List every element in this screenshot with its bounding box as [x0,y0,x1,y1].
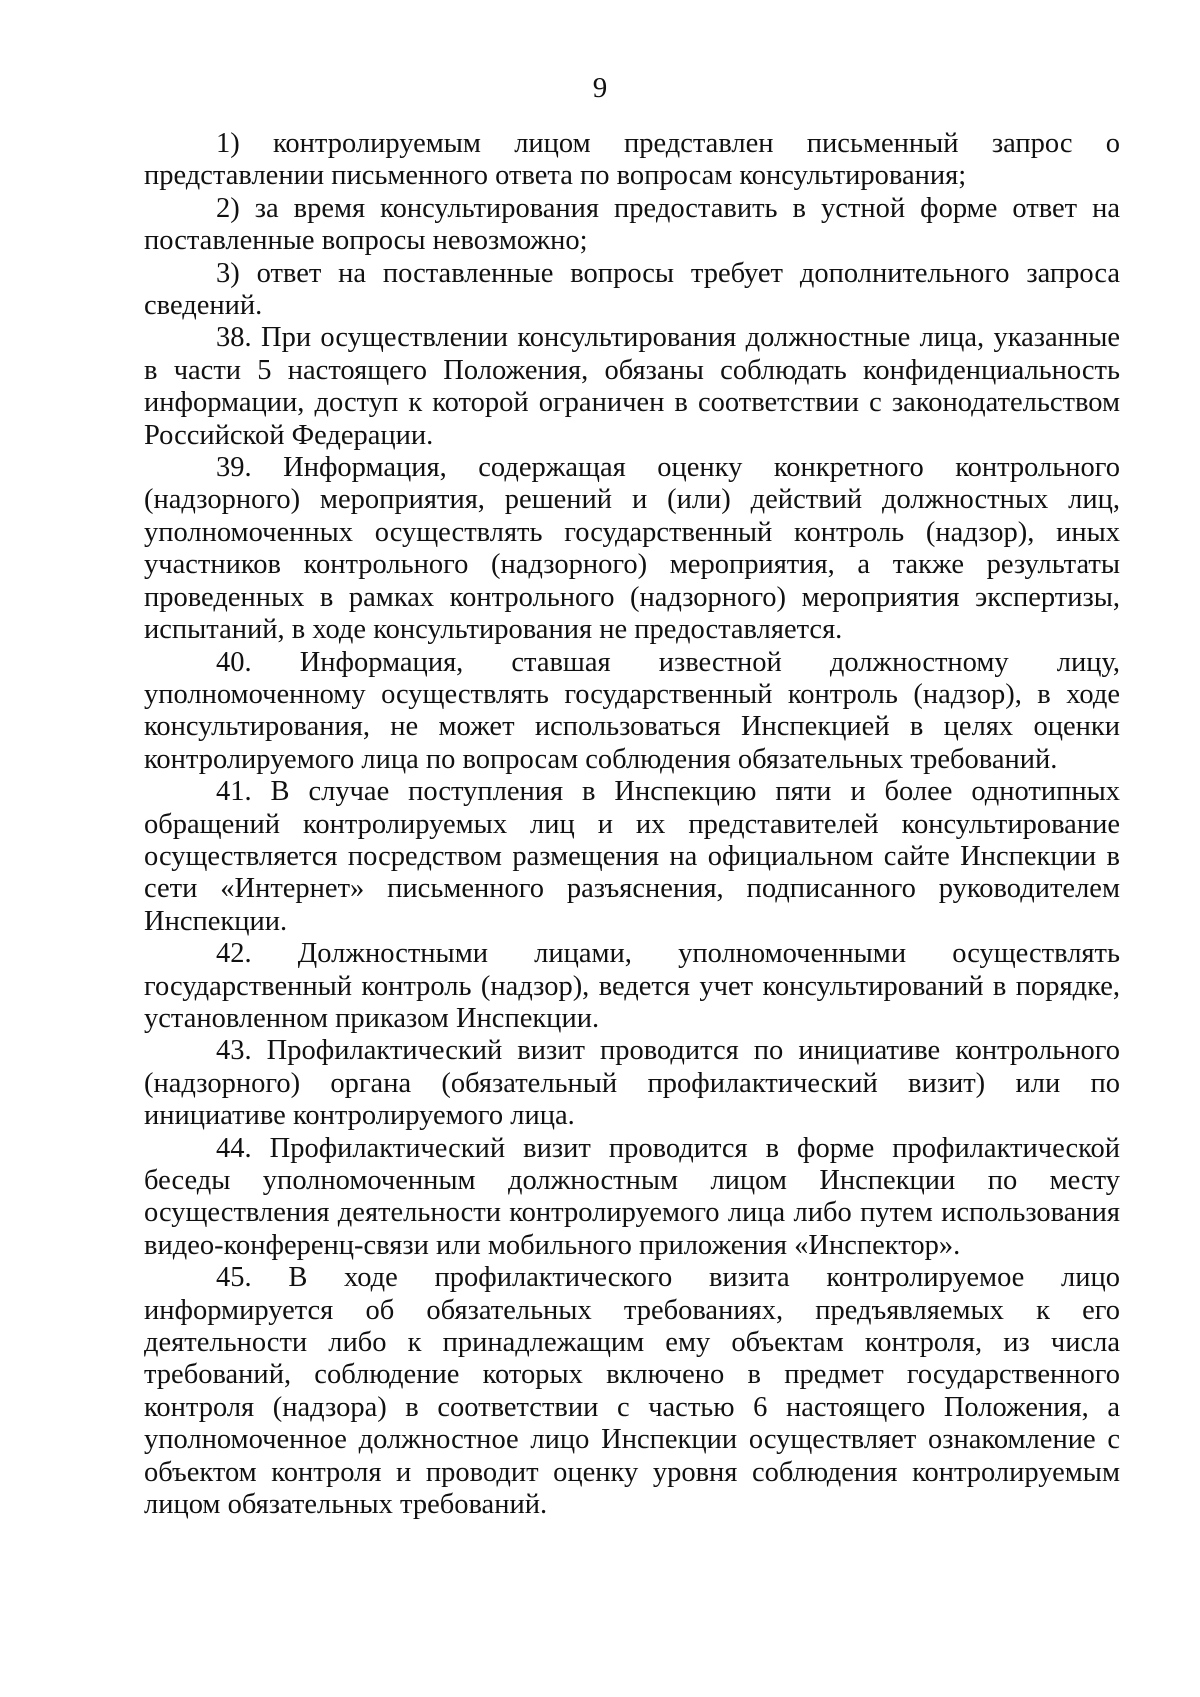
paragraph-45: 45. В ходе профилактического визита контролируемое лицо информируется об обязательных требованиях, предъявляемых к его деятельности либо к принадлежащим ему объектам контроля, из числа требований, соблюдение которых включено в предмет государственного контроля (надзора) в соответствии с частью 6 настоящего Положения, а уполномоченное должностное лицо Инспекции осуществляет ознакомление с объектом контроля и проводит оценку уровня соблюдения контролируемым лицом обязательных требований. [144,1262,1120,1521]
paragraph-43: 43. Профилактический визит проводится по инициативе контрольного (надзорного) органа (обязательный профилактический визит) или по инициативе контролируемого лица. [144,1035,1120,1132]
paragraph-39: 39. Информация, содержащая оценку конкретного контрольного (надзорного) мероприятия, решений и (или) действий должностных лиц, уполномоченных осуществлять государственный контроль (надзор), иных участников контрольного (надзорного) мероприятия, а также результаты проведенных в рамках контрольного (надзорного) мероприятия экспертизы, испытаний, в ходе консультирования не предоставляется. [144,452,1120,646]
paragraph-42: 42. Должностными лицами, уполномоченными осуществлять государственный контроль (надзор), ведется учет консультирований в порядке, установленном приказом Инспекции. [144,938,1120,1034]
paragraph-40: 40. Информация, ставшая известной должностному лицу, уполномоченному осуществлять государственный контроль (надзор), в ходе консультирования, не может использоваться Инспекцией в целях оценки контролируемого лица по вопросам соблюдения обязательных требований. [144,646,1120,775]
paragraph-41: 41. В случае поступления в Инспекцию пяти и более однотипных обращений контролируемых лиц и их представителей консультирование осуществляется посредством размещения на официальном сайте Инспекции в сети «Интернет» письменного разъяснения, подписанного руководителем Инспекции. [144,776,1120,937]
paragraph-44: 44. Профилактический визит проводится в форме профилактической беседы уполномоченным должностным лицом Инспекции по месту осуществления деятельности контролируемого лица либо путем использования видео-конференц-связи или мобильного приложения «Инспектор». [144,1132,1120,1261]
paragraph-item-1: 1) контролируемым лицом представлен письменный запрос о представлении письменного ответа по вопросам консультирования; [144,128,1120,192]
document-body [144,128,1120,1521]
paragraph-item-3: 3) ответ на поставленные вопросы требует дополнительного запроса сведений. [144,257,1120,322]
paragraph-item-2: 2) за время консультирования предоставить в устной форме ответ на поставленные вопросы невозможно; [144,192,1120,257]
paragraph-38: 38. При осуществлении консультирования должностные лица, указанные в части 5 настоящего Положения, обязаны соблюдать конфиденциальность информации, доступ к которой ограничен в соответствии с законодательством Российской Федерации. [144,322,1120,451]
page-number: 9 [592,72,608,104]
